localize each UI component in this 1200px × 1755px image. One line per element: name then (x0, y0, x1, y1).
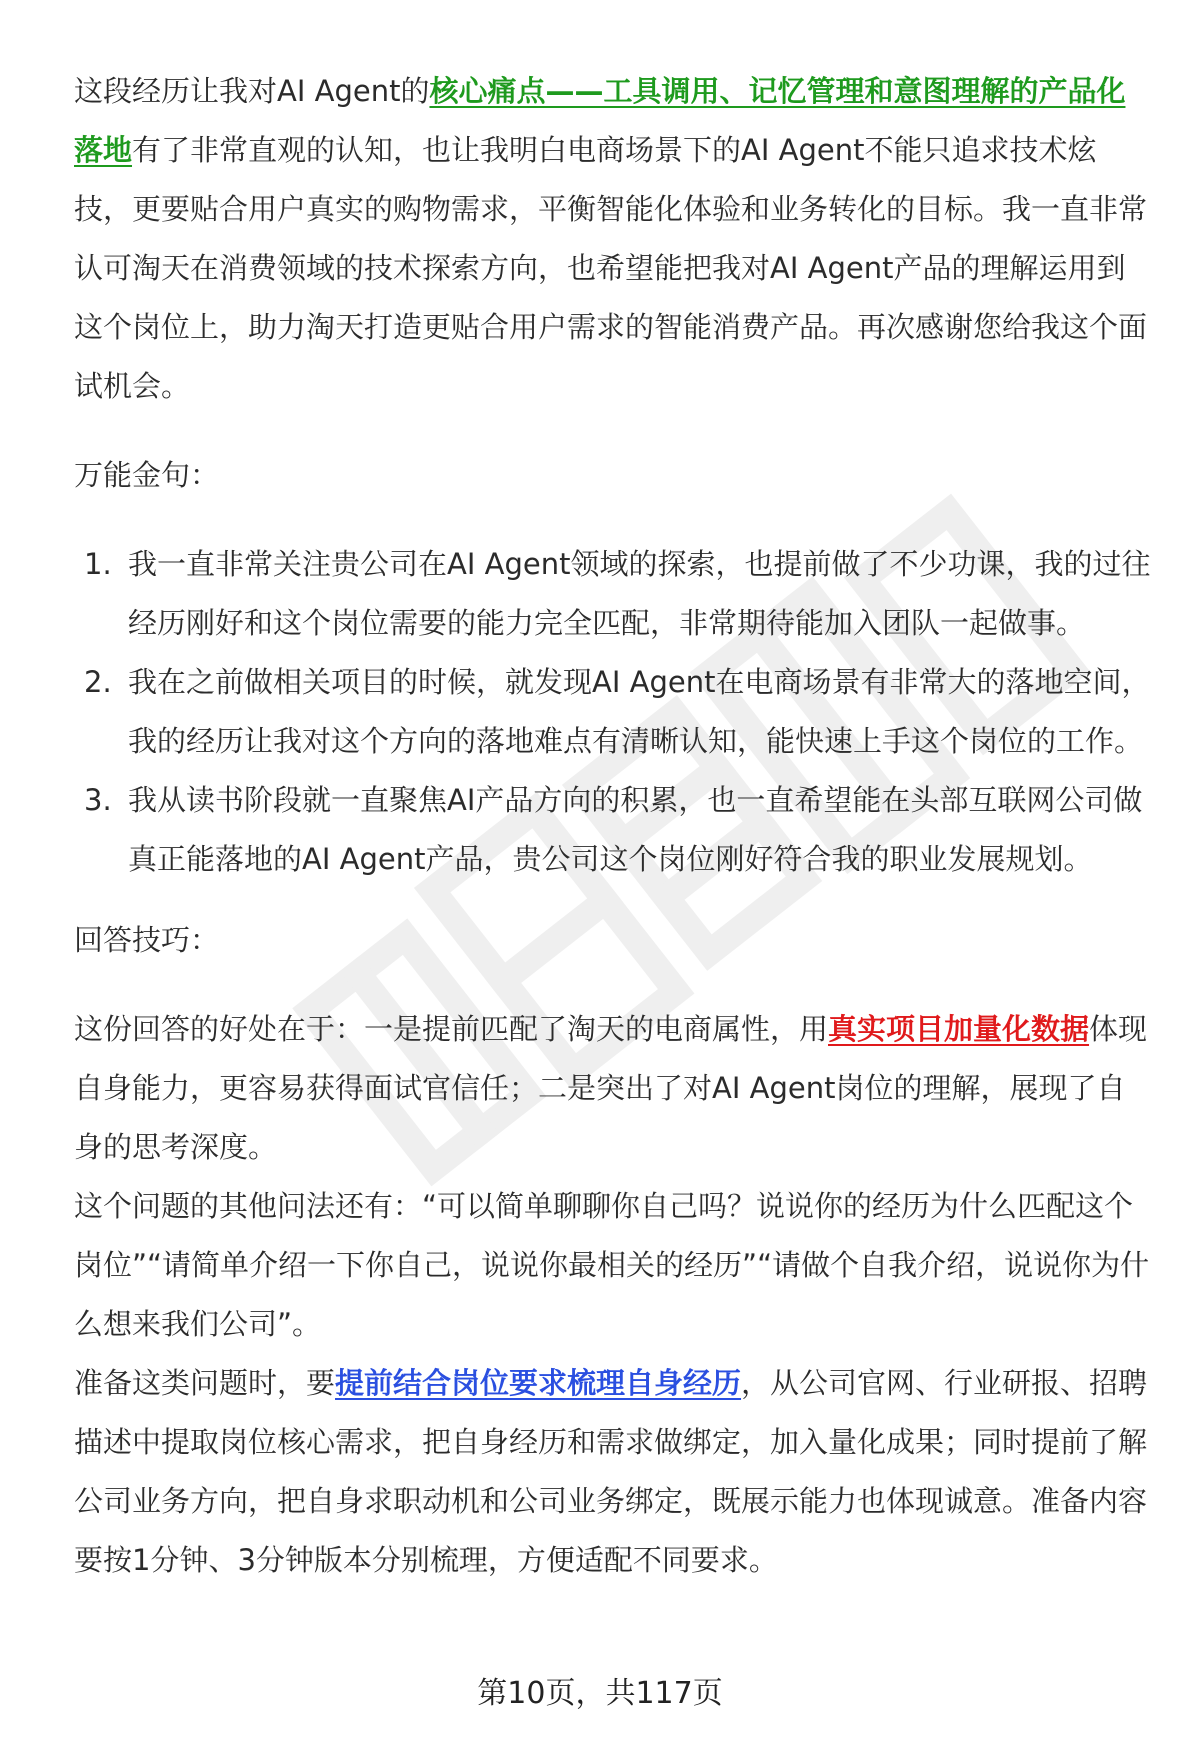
section-heading-answer-tips: 回答技巧： (74, 923, 220, 957)
page-footer: 第10页，共117页 (477, 1676, 723, 1711)
list-item (74, 653, 1154, 771)
list-item-text: 我从读书阶段就一直聚焦AI产品方向的积累，也一直希望能在头部互联网公司做真正能落地的AI Agent产品，贵公司这个岗位刚好符合我的职业发展规划。 (128, 783, 1143, 876)
list-number: 1. (84, 547, 112, 581)
paragraph-alternative-questions: 这个问题的其他问法还有：“可以简单聊聊你自己吗？说说你的经历为什么匹配这个岗位”“请简单介绍一下你自己，说说你最相关的经历”“请做个自我介绍，说说你为什么想来我们公司”。 (74, 1189, 1150, 1341)
section-heading-golden-sentences: 万能金句： (74, 458, 220, 492)
document-body (74, 62, 1154, 1590)
paragraph-text: 有了非常直观的认知，也让我明白电商场景下的AI Agent不能只追求技术炫技，更要贴合用户真实的购物需求，平衡智能化体验和业务转化的目标。我一直非常认可淘天在消费领域的技术探索方向，也希望能把我对AI Agent产品的理解运用到这个岗位上，助力淘天打造更贴合用户需求的智能消费产品。再次感谢您给我这个面试机会。 (74, 133, 1148, 403)
paragraph-text: 这份回答的好处在于：一是提前匹配了淘天的电商属性，用 (74, 1012, 829, 1046)
paragraph-text: 准备这类问题时，要 (74, 1366, 336, 1400)
list-number: 3. (84, 783, 112, 817)
paragraph-experience-summary (74, 62, 1154, 416)
paragraph-text: 这段经历让我对AI Agent的 (74, 74, 430, 108)
paragraph-text: ，从公司官网、行业研报、招聘描述中提取岗位核心需求，把自身经历和需求做绑定，加入量化成果；同时提前了解公司业务方向，把自身求职动机和公司业务绑定，既展示能力也体现诚意。准备内容要按1分钟、3分钟版本分别梳理，方便适配不同要求。 (74, 1366, 1148, 1577)
list-item (74, 771, 1154, 889)
highlight-core-pain-points: 核心痛点——工具调用、记忆管理和意图理解的产品化落地 (74, 74, 1126, 167)
highlight-sort-experience: 提前结合岗位要求梳理自身经历 (335, 1366, 742, 1400)
highlight-real-projects: 真实项目加量化数据 (828, 1012, 1090, 1046)
list-item-text: 我在之前做相关项目的时候，就发现AI Agent在电商场景有非常大的落地空间，我的经历让我对这个方向的落地难点有清晰认知，能快速上手这个岗位的工作。 (128, 665, 1151, 758)
list-item (74, 535, 1154, 653)
paragraph-text: 体现自身能力，更容易获得面试官信任；二是突出了对AI Agent岗位的理解，展现了自身的思考深度。 (74, 1012, 1148, 1164)
paragraph-preparation-advice (74, 1354, 1154, 1590)
paragraph-answer-benefits (74, 1000, 1154, 1177)
list-number: 2. (84, 665, 112, 699)
list-item-text: 我一直非常关注贵公司在AI Agent领域的探索，也提前做了不少功课，我的过往经历刚好和这个岗位需要的能力完全匹配，非常期待能加入团队一起做事。 (128, 547, 1151, 640)
golden-sentences-list (74, 535, 1154, 889)
